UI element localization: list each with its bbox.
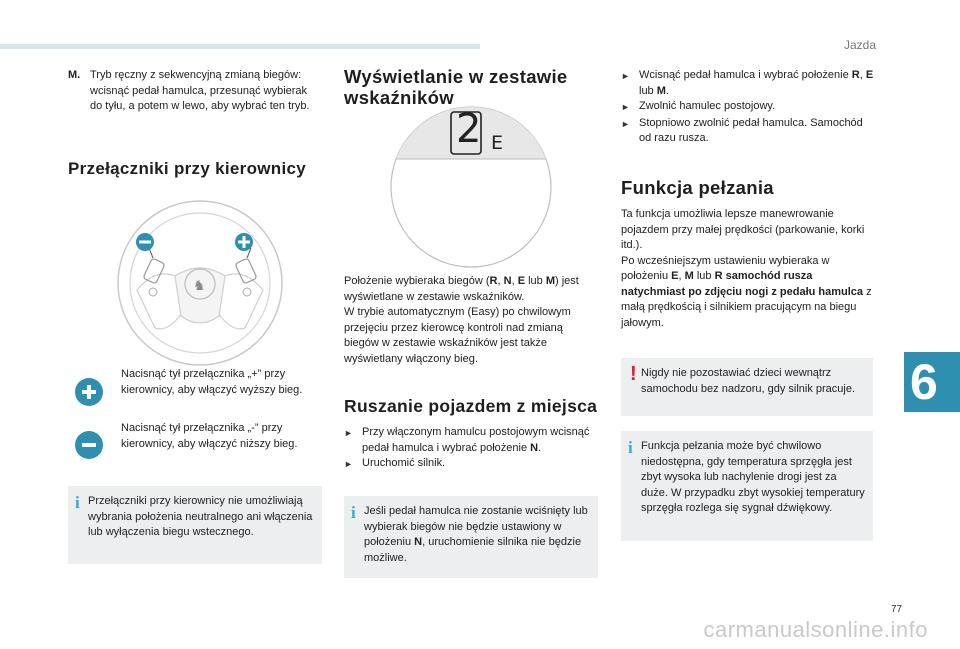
heading-moving-off: Ruszanie pojazdem z miejsca xyxy=(344,396,598,416)
para-text-2: W trybie automatycznym (Easy) po chwilowym przejęciu przez kierowcę kontroli nad zmianą biegów w zestawie wskaźników jest także wyświetlany włączony bieg. xyxy=(344,306,571,365)
warning-icon: ! xyxy=(630,363,637,385)
info-text: Przełączniki przy kierownicy nie umożliwiają wybrania położenia neutralnego ani włączenia lub wyłączenia biegu wstecznego. xyxy=(88,495,313,538)
para-text: Po wcześniejszym ustawieniu wybieraka w położeniu xyxy=(621,254,830,282)
paddle-plus-icon xyxy=(235,233,253,251)
svg-text:♞: ♞ xyxy=(193,278,206,294)
gear-r: R xyxy=(489,275,498,287)
display-gear-digit: 2 xyxy=(456,106,482,152)
text: Przy włączonym hamulcu postojowym wcisnąć pedał hamulca i wybrać położenie xyxy=(362,426,590,454)
list-item xyxy=(621,116,875,147)
info-box-creep xyxy=(621,431,873,541)
list-item-text: Stopniowo zwolnić pedał hamulca. Samochód od razu rusza. xyxy=(639,116,863,144)
para-text: Położenie wybieraka biegów ( xyxy=(344,275,490,287)
display-mode-letter: E xyxy=(491,132,504,154)
bullet-arrow-icon: ► xyxy=(621,118,630,129)
moving-off-steps xyxy=(621,68,875,147)
paddle-minus-icon xyxy=(136,233,154,251)
minus-icon xyxy=(75,431,103,459)
list-item-text: Zwolnić hamulec postojowy. xyxy=(639,100,776,112)
heading-steering-switches: Przełączniki przy kierownicy xyxy=(68,159,306,178)
sep: , xyxy=(497,275,504,287)
list-item xyxy=(344,425,600,456)
gear-e: E xyxy=(865,69,874,81)
info-text: , uruchomienie silnika nie będzie możliwe. xyxy=(364,536,582,564)
gear-n: N xyxy=(503,275,512,287)
gear-n: N xyxy=(414,536,423,548)
gear-n: N xyxy=(530,441,539,454)
watermark: carmanualsonline.info xyxy=(703,617,928,642)
gear-e: E xyxy=(671,270,679,282)
sep: , xyxy=(678,270,685,282)
text: Wcisnąć pedał hamulca i wybrać położenie xyxy=(639,69,852,81)
info-box-switches xyxy=(68,486,322,564)
list-item-text: Uruchomić silnik. xyxy=(362,457,446,469)
info-icon: i xyxy=(75,493,80,512)
text: . xyxy=(538,441,542,454)
display-paragraph xyxy=(344,274,600,367)
para-text: ) jest wyświetlane w zestawie wskaźników. xyxy=(344,275,579,303)
info-icon: i xyxy=(628,438,633,457)
list-item xyxy=(621,68,875,99)
creep-paragraph xyxy=(621,207,875,331)
info-icon: i xyxy=(351,503,356,522)
chapter-tab: 6 xyxy=(904,352,960,412)
para-text: z małą prędkością i silnikiem pracującym na biegu jałowym. xyxy=(621,285,872,329)
moving-off-list xyxy=(344,425,600,473)
gear-m: M xyxy=(545,275,555,287)
list-item xyxy=(344,456,600,473)
heading-display: Wyświetlanie w zestawie wskaźników xyxy=(344,66,568,108)
bullet-arrow-icon: ► xyxy=(621,71,630,81)
plus-icon xyxy=(75,378,103,406)
list-item xyxy=(621,99,875,116)
sep: lub xyxy=(525,275,546,287)
list-item-text xyxy=(639,68,875,99)
bullet-arrow-icon: ► xyxy=(344,459,353,469)
gear-m: M xyxy=(656,84,666,97)
sep: lub xyxy=(693,270,715,282)
para-text: Ta funkcja umożliwia lepsze manewrowanie pojazdem przy małej prędkości (parkowanie, korki itd.). xyxy=(621,208,865,251)
m-mode-paragraph xyxy=(68,68,322,115)
m-text: Tryb ręczny z sekwencyjną zmianą biegów: wcisnąć pedał hamulca, przesunąć wybierak do tyłu, a potem w lewo, aby wybrać ten tryb. xyxy=(90,69,310,112)
top-accent-bar xyxy=(0,44,480,49)
list-item-text xyxy=(362,425,600,456)
bullet-arrow-icon: ► xyxy=(621,102,630,112)
info-text: Funkcja pełzania może być chwilowo niedostępna, gdy temperatura sprzęgła jest zbyt wysoka lub nachylenie drogi jest za duże. W przypadku zbyt wysokiej temperatury sprzęgła rozlega się sygnał dźwiękowy. xyxy=(641,440,865,514)
section-title: Jazda xyxy=(843,38,876,52)
steering-wheel-illustration xyxy=(115,198,285,368)
sep: lub xyxy=(639,84,657,97)
info-text: Jeśli pedał hamulca nie zostanie wciśnięty lub wybierak biegów nie będzie ustawiony w położeniu xyxy=(364,505,588,548)
info-box-start xyxy=(344,496,598,578)
bullet-arrow-icon: ► xyxy=(344,428,353,438)
sep: , xyxy=(859,69,866,81)
plus-instruction: Nacisnąć tył przełącznika „+” przy kierownicy, aby włączyć wyższy bieg. xyxy=(121,368,303,396)
warning-box xyxy=(621,358,873,416)
sep: , xyxy=(511,275,518,287)
gear-e: E xyxy=(517,275,526,287)
m-label: M. xyxy=(68,69,81,81)
text: . xyxy=(665,84,669,97)
para-bold: R samochód rusza natychmiast po zdjęciu nogi z pedału hamulca xyxy=(621,270,864,298)
page-number: 77 xyxy=(891,604,903,615)
minus-instruction: Nacisnąć tył przełącznika „-” przy kierownicy, aby włączyć niższy bieg. xyxy=(121,422,298,450)
heading-creep: Funkcja pełzania xyxy=(621,177,774,198)
gear-m: M xyxy=(684,270,694,282)
gear-r: R xyxy=(851,69,860,81)
warning-text: Nigdy nie pozostawiać dzieci wewnątrz samochodu bez nadzoru, gdy silnik pracuje. xyxy=(641,367,856,395)
